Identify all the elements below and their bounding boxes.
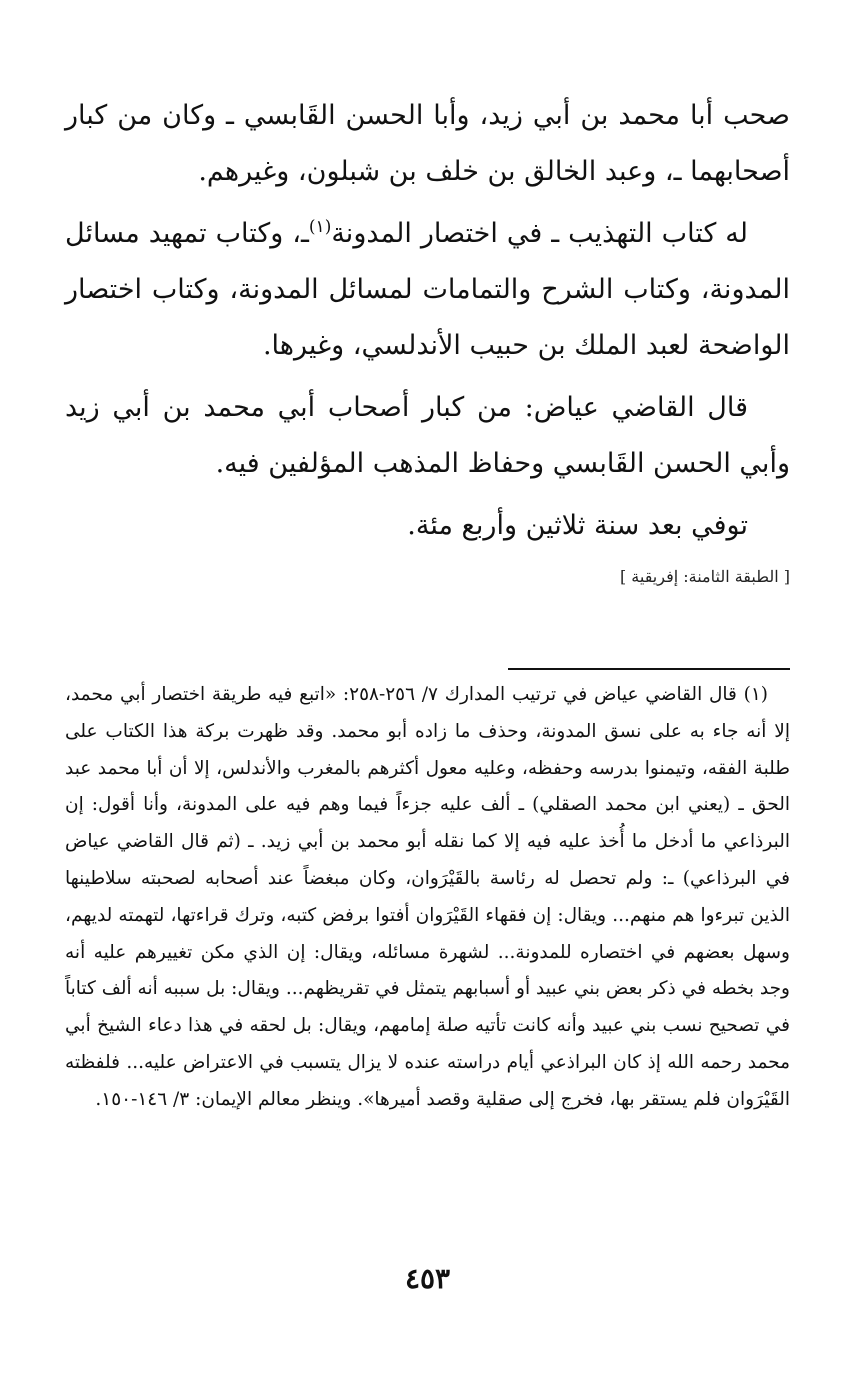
section-tag: [ الطبقة الثامنة: إفريقية ] [619,567,790,586]
footnote-divider [508,668,790,670]
paragraph-2 [65,206,790,374]
paragraph-4: توفي بعد سنة ثلاثين وأربع مئة. [407,510,748,541]
paragraph-1: صحب أبا محمد بن أبي زيد، وأبا الحسن القَابسي ـ وكان من كبار أصحابهما ـ، وعبد الخالق بن خلف بن شبلون، وغيرهم. [65,100,790,187]
paragraph-2-start: له كتاب التهذيب ـ في اختصار المدونة [331,218,748,249]
page-number: ٤٥٣ [404,1262,451,1295]
footnote-1: (١) قال القاضي عياض في ترتيب المدارك ٧/ ٢٥٦-٢٥٨: «اتبع فيه طريقة اختصار أبي محمد، إلا أنه جاء به على نسق المدونة، وحذف ما زاده أبو محمد. وقد ظهرت بركة هذا الكتاب على طلبة الفقه، وتيمنوا بدرسه وحفظه، وعليه معول أكثرهم بالمغرب والأندلس، إلا أن أبا محمد عبد الحق ـ (يعني ابن محمد الصقلي) ـ ألف عليه جزءاً فيما وهم فيه على المدونة، وأنا أقول: إن البرذاعي ما أدخل ما أُخذ عليه فيه إلا كما نقله أبو محمد بن أبي زيد. ـ (ثم قال القاضي عياض في البرذاعي) ـ: ولم تحصل له رئاسة بالقَيْرَوان، وكان مبغضاً عند أصحابه لصحبته سلاطينها الذين تبرءوا هم منهم... ويقال: إن فقهاء القَيْرَوان أفتوا برفض كتبه، وترك قراءتها، لتهمته لديهم، وسهل بعضهم في اختصاره للمدونة... لشهرة مسائله، ويقال: إن الذي مكن تغييرهم عليه أنه وجد بخطه في ذكر بعض بني عبيد أو أسبابهم يتمثل في تقريظهم... ويقال: بل سببه أنه ألف كتاباً في تصحيح نسب بني عبيد وأنه كانت تأتيه صلة إمامهم، ويقال: بل لحقه في هذا دعاء الشيخ أبي محمد رحمه الله إذ كان البراذعي أيام دراسته عنده لا يزال يتسبب في الاعتراض عليه... فلفظته القَيْرَوان فلم يستقر بها، فخرج إلى صقلية وقصد أميرها». وينظر معالم الإيمان: ٣/ ١٤٦-١٥٠. [65,684,790,1110]
paragraph-3: قال القاضي عياض: من كبار أصحاب أبي محمد بن أبي زيد وأبي الحسن القَابسي وحفاظ المذهب المؤلفين فيه. [65,392,790,479]
footnotes [65,677,790,1119]
main-text [65,88,790,560]
footnote-reference[interactable]: (١) [308,217,332,237]
paragraph-2-rest: ـ، وكتاب تمهيد مسائل المدونة، وكتاب الشرح والتمامات لمسائل المدونة، وكتاب اختصار الواضحة لعبد الملك بن حبيب الأندلسي، وغيرها. [65,218,790,361]
